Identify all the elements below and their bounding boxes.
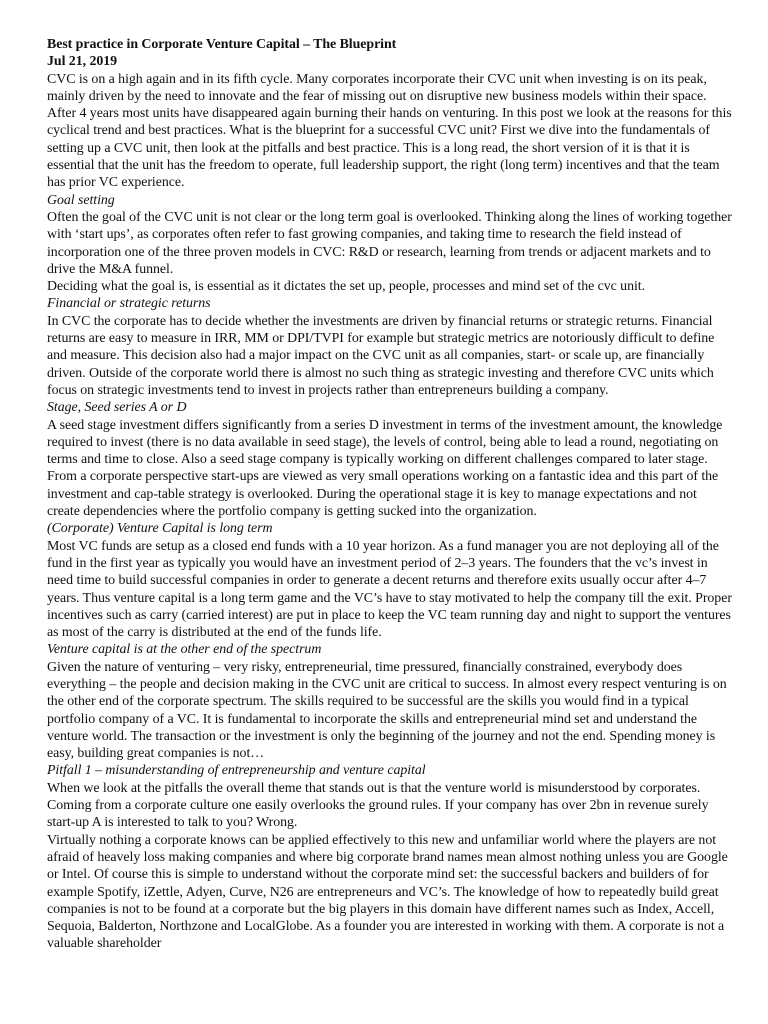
section-heading: Goal setting — [47, 192, 115, 208]
section-paragraph: A seed stage investment differs significantly from a series D investment in terms of the investment amount, the knowledge required to invest (there is no data available in seed stage), the levels of control, being able to lead a round, negotiating on terms and time to close. Also a seed stage company is typically working on different challenges compared to later stage. From a corporate perspective start-ups are viewed as very small operations working on a fantastic idea and this part of the investment and cap-table strategy is overlooked. During the operational stage it is key to manage expectations and not create dependencies where the portfolio company is getting sucked into the organization. — [47, 417, 723, 520]
section-stage — [47, 399, 733, 520]
section-paragraph: Virtually nothing a corporate knows can be applied effectively to this new and unfamiliar world where the players are not afraid of heavely loss making companies and where big corporate brand names mean almost nothing unless you are Google or Intel. Of course this is simple to understand without the corporate mind set: the successful backers and builders of for example Spotify, iZettle, Adyen, Curve, N26 are entrepreneurs and VC’s. The knowledge of how to repeatedly build great companies is not to be found at a corporate but the big players in this domain have different names such as Index, Accell, Sequoia, Balderton, Northzone and LocalGlobe. As a founder you are interested in working with them. A corporate is not a valuable shareholder — [47, 832, 728, 952]
section-paragraph: Given the nature of venturing – very risky, entrepreneurial, time pressured, financially constrained, everybody does everything – the people and decision making in the CVC unit are critical to success. In almost every respect venturing is on the other end of the corporate spectrum. The skills required to be successful are the skills you would find in a typical portfolio company of a VC. It is fundamental to incorporate the skills and entrepreneurial mind set and understand the venture world. The transaction or the investment is only the beginning of the journey and not the end. Spending money is easy, building great companies is not… — [47, 659, 727, 762]
section-paragraph: When we look at the pitfalls the overall theme that stands out is that the venture world is misunderstood by corporates. Coming from a corporate culture one easily overlooks the ground rules. If your company has over 2bn in revenue surely start-up A is interested to talk to you? Wrong. — [47, 780, 709, 831]
article-date: Jul 21, 2019 — [47, 54, 118, 70]
section-heading: Venture capital is at the other end of the spectrum — [47, 642, 322, 658]
section-paragraph: Often the goal of the CVC unit is not clear or the long term goal is overlooked. Thinking along the lines of working together with ‘start ups’, as corporates often refer to fast growing companies, and taking time to research the field instead of incorporation one of the three proven models in CVC: R&D or research, learning from trends or adjacent markets and to drive the M&A funnel. — [47, 209, 732, 277]
intro-paragraph: CVC is on a high again and in its fifth cycle. Many corporates incorporate their CVC unit when investing is on its peak, mainly driven by the need to innovate and the fear of missing out on disruptive new business models within their space. After 4 years most units have disappeared again burning their hands on venturing. In this post we look at the reasons for this cyclical trend and best practices. What is the blueprint for a successful CVC unit? First we dive into the fundamentals of setting up a CVC unit, then look at the pitfalls and best practice. This is a long read, the short version of it is that it is essential that the unit has the freedom to operate, full leadership support, the right (long term) incentives and that the team has prior VC experience. — [47, 71, 732, 191]
section-heading: (Corporate) Venture Capital is long term — [47, 521, 273, 537]
section-other-end — [47, 641, 733, 762]
section-long-term — [47, 520, 733, 641]
section-paragraph: Most VC funds are setup as a closed end funds with a 10 year horizon. As a fund manager you are not deploying all of the fund in the first year as typically you would have an investment period of 2–3 years. The founders that the vc’s invest in need time to build successful companies in order to generate a decent returns and therefore exits usually occur after 4–7 years. Thus venture capital is a long term game and the VC’s have to stay motivated to help the company till the exit. Proper incentives such as carry (carried interest) are put in place to keep the VC team running day and night to support the ventures as most of the carry is distributed at the end of the funds life. — [47, 538, 732, 641]
section-pitfall-1 — [47, 762, 733, 952]
document-page — [47, 36, 733, 953]
section-heading: Financial or strategic returns — [47, 296, 211, 312]
section-paragraph: In CVC the corporate has to decide whether the investments are driven by financial returns or strategic returns. Financial returns are easy to measure in IRR, MM or DPI/TVPI for example but strategic metrics are notoriously difficult to define and measure. This decision also had a major impact on the CVC unit as all companies, start- or scale up, are financially driven. Outside of the corporate world there is almost no such thing as strategic investing and therefore CVC units which focus on strategic investments tend to invest in projects rather than entrepreneurs building a company. — [47, 313, 715, 398]
section-goal-setting — [47, 192, 733, 296]
article-title: Best practice in Corporate Venture Capital – The Blueprint — [47, 37, 397, 52]
section-heading: Pitfall 1 – misunderstanding of entrepreneurship and venture capital — [47, 763, 426, 779]
section-financial-returns — [47, 295, 733, 399]
section-paragraph: Deciding what the goal is, is essential as it dictates the set up, people, processes and mind set of the cvc unit. — [47, 279, 646, 295]
section-heading: Stage, Seed series A or D — [47, 400, 187, 416]
